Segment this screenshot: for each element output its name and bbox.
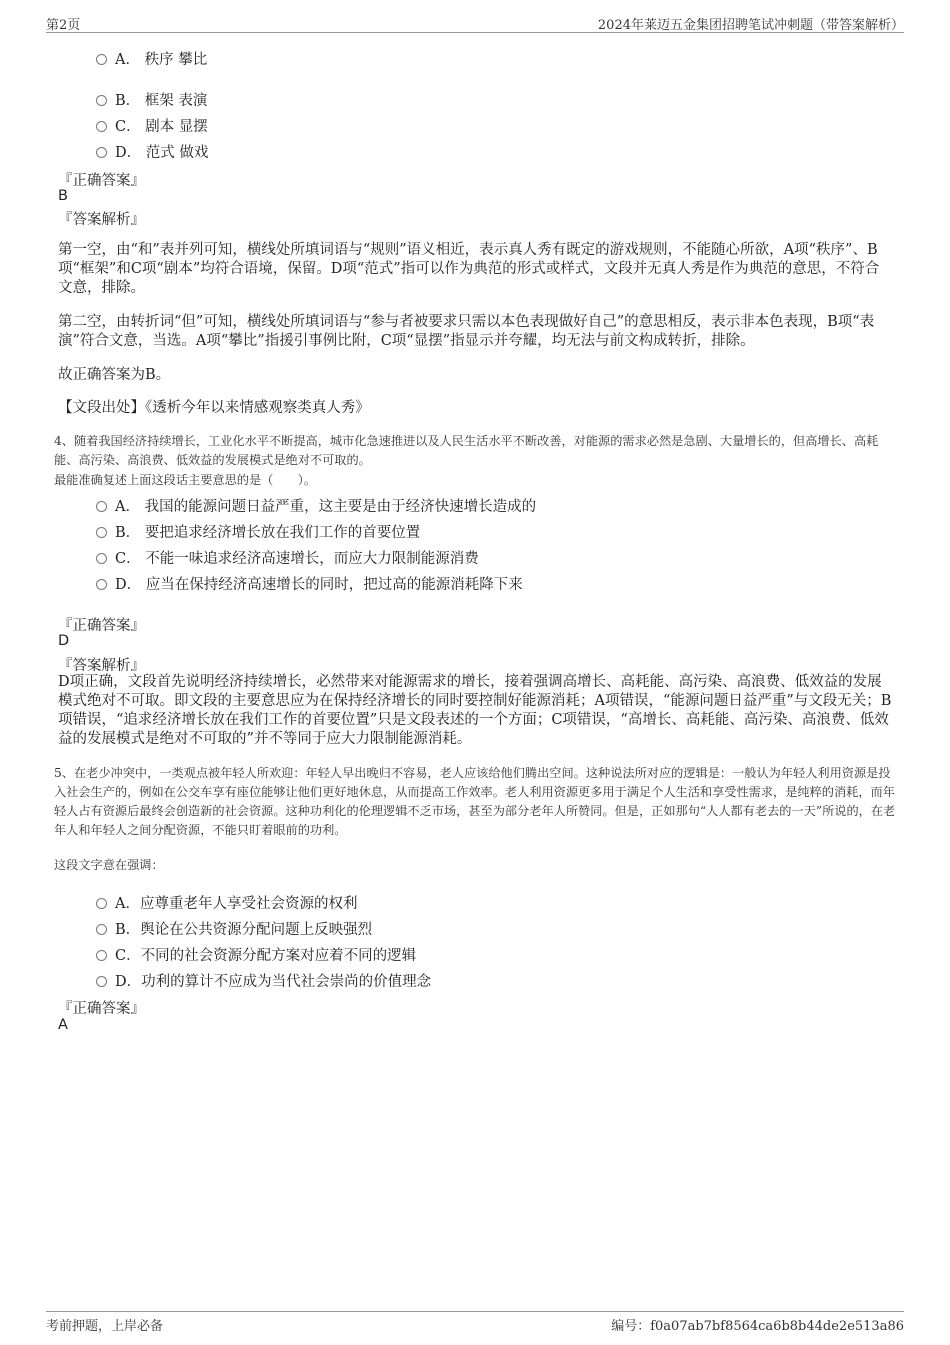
q4-stem: 4、随着我国经济持续增长，工业化水平不断提高，城市化急速推进以及人民生活水平不断改善，对能源的需求必然是急剧、大量增长的，但高增长、高耗能、高污染、高浪费、低效益的发展模式是绝对不可取的。 <box>54 434 879 467</box>
page-footer <box>46 1311 904 1337</box>
q5-option-a[interactable]: A．应尊重老年人享受社会资源的权利 <box>96 892 357 913</box>
radio-icon[interactable] <box>96 95 107 106</box>
q5-answer-label: 『正确答案』 <box>58 1001 145 1017</box>
document-id: 编号：f0a07ab7bf8564ca6b8b44de2e513a86 <box>611 1319 904 1334</box>
radio-icon[interactable] <box>96 501 107 512</box>
radio-icon[interactable] <box>96 976 107 987</box>
q4-option-c[interactable]: C． 不能一味追求经济高速增长，而应大力限制能源消费 <box>96 547 479 568</box>
radio-icon[interactable] <box>96 527 107 538</box>
q4-option-d[interactable]: D． 应当在保持经济高速增长的同时，把过高的能源消耗降下来 <box>96 573 523 594</box>
q4-answer: D <box>58 633 70 649</box>
q4-analysis-label: 『答案解析』 <box>58 658 145 674</box>
q5-stem: 5、在老少冲突中，一类观点被年轻人所欢迎：年轻人早出晚归不容易，老人应该给他们腾出空间。这种说法所对应的逻辑是：一般认为年轻人利用资源是投入社会生产的，例如在公交车享有座位能够让他们更好地休息，从而提高工作效率。老人利用资源更多用于满足个人生活和享受性需求，是纯粹的消耗，而年轻人占有资源后最终会创造新的社会资源。这种功利化的伦理逻辑不乏市场，甚至为部分老年人所赞同。但是，正如那句“人人都有老去的一天”所说的，在老年人和年轻人之间分配资源，不能只盯着眼前的功利。 <box>54 766 896 837</box>
q5-option-d[interactable]: D．功利的算计不应成为当代社会崇尚的价值理念 <box>96 970 431 991</box>
q5-answer: A <box>58 1017 68 1033</box>
q3-analysis-paragraph: 第一空，由“和”表并列可知，横线处所填词语与“规则”语义相近，表示真人秀有既定的游戏规则，不能随心所欲，A项“秩序”、B项“框架”和C项“剧本”均符合语境，保留。D项“范式”指可以作为典范的形式或样式，文段并无真人秀是作为典范的意思，不符合文意，排除。 <box>58 242 880 296</box>
q4-option-a[interactable]: A． 我国的能源问题日益严重，这主要是由于经济快速增长造成的 <box>96 495 536 516</box>
q3-option-a[interactable]: A． 秩序 攀比 <box>96 48 207 69</box>
radio-icon[interactable] <box>96 924 107 935</box>
q5-prompt: 这段文字意在强调： <box>54 858 164 872</box>
radio-icon[interactable] <box>96 54 107 65</box>
q4-analysis-paragraph: D项正确，文段首先说明经济持续增长，必然带来对能源需求的增长，接着强调高增长、高耗能、高污染、高浪费、低效益的发展模式绝对不可取。即文段的主要意思应为在保持经济增长的同时要控制好能源消耗；A项错误，“能源问题日益严重”与文段无关；B项错误，“追求经济增长放在我们工作的首要位置”只是文段表述的一个方面；C项错误，“高增长、高耗能、高污染、高浪费、低效益的发展模式是绝对不可取的”并不等同于应大力限制能源消耗。 <box>58 674 892 747</box>
radio-icon[interactable] <box>96 898 107 909</box>
q4-prompt: 最能准确复述上面这段话主要意思的是（ ）。 <box>54 473 317 487</box>
q4-answer-label: 『正确答案』 <box>58 618 145 634</box>
q3-analysis-paragraph: 故正确答案为B。 <box>58 367 171 383</box>
q3-analysis-label: 『答案解析』 <box>58 212 145 228</box>
q3-analysis-paragraph: 第二空，由转折词“但”可知，横线处所填词语与“参与者被要求只需以本色表现做好自己”的意思相反，表示非本色表现，B项“表演”符合文意，当选。A项“攀比”指援引事例比附，C项“显摆”指显示并夸耀，均无法与前文构成转折，排除。 <box>58 314 875 349</box>
radio-icon[interactable] <box>96 950 107 961</box>
q3-option-b[interactable]: B． 框架 表演 <box>96 89 207 110</box>
page-number: 第2页 <box>46 18 81 33</box>
q3-source: 【文段出处】《透析今年以来情感观察类真人秀》 <box>58 400 370 416</box>
q3-answer-label: 『正确答案』 <box>58 173 145 189</box>
radio-icon[interactable] <box>96 553 107 564</box>
q4-option-b[interactable]: B． 要把追求经济增长放在我们工作的首要位置 <box>96 521 420 542</box>
radio-icon[interactable] <box>96 579 107 590</box>
q5-option-c[interactable]: C．不同的社会资源分配方案对应着不同的逻辑 <box>96 944 416 965</box>
document-title: 2024年莱迈五金集团招聘笔试冲刺题（带答案解析） <box>597 18 904 33</box>
footer-slogan: 考前押题，上岸必备 <box>46 1319 164 1334</box>
q5-option-b[interactable]: B．舆论在公共资源分配问题上反映强烈 <box>96 918 372 939</box>
radio-icon[interactable] <box>96 147 107 158</box>
q3-option-d[interactable]: D． 范式 做戏 <box>96 141 208 162</box>
radio-icon[interactable] <box>96 121 107 132</box>
q3-answer: B <box>58 188 68 204</box>
q3-option-c[interactable]: C． 剧本 显摆 <box>96 115 208 136</box>
page-header <box>46 14 904 33</box>
